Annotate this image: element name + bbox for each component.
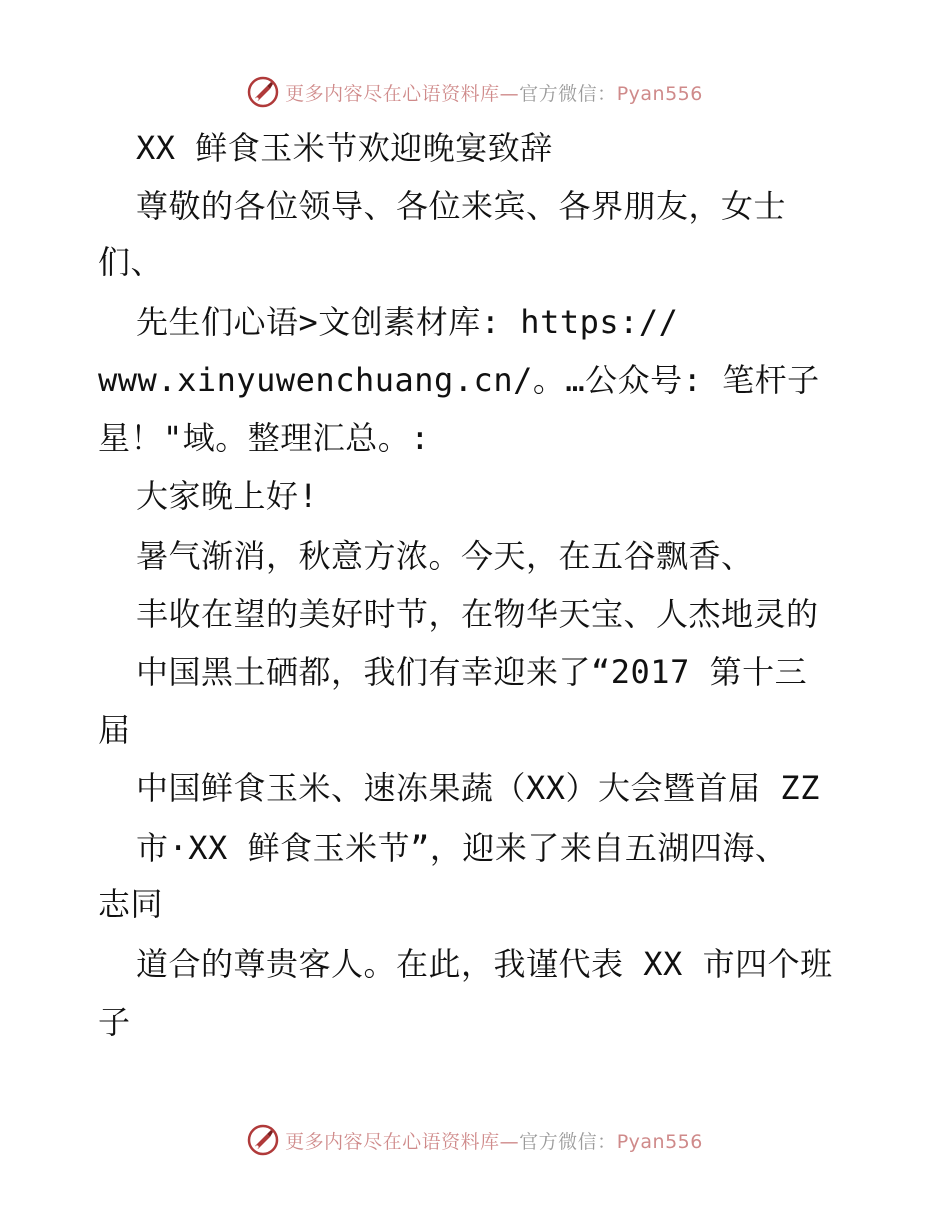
pen-logo-icon — [247, 76, 279, 108]
text-line: 届 — [98, 711, 131, 749]
banner-main-text: 更多内容尽在心语资料库 — [285, 1130, 500, 1153]
text-line: 子 — [98, 1003, 131, 1041]
text-line: 道合的尊贵客人。在此，我谨代表 XX 市四个班 — [136, 945, 833, 983]
text-line: 市·XX 鲜食玉米节”，迎来了来自五湖四海、 — [136, 829, 788, 867]
text-line: 大家晚上好! — [136, 477, 319, 515]
text-line: 星！"域。整理汇总。: — [98, 419, 431, 457]
text-line: 丰收在望的美好时节，在物华天宝、人杰地灵的 — [136, 595, 819, 633]
header-banner-text — [285, 79, 703, 106]
footer-banner — [0, 1120, 950, 1160]
banner-handle: Pyan556 — [616, 82, 703, 105]
text-line: 暑气渐消，秋意方浓。今天，在五谷飘香、 — [136, 537, 754, 575]
footer-banner-content — [247, 1124, 703, 1156]
banner-label: 官方微信： — [519, 82, 617, 105]
banner-handle: Pyan556 — [616, 1130, 703, 1153]
banner-label: 官方微信： — [519, 1130, 617, 1153]
text-line: 中国鲜食玉米、速冻果蔬（XX）大会暨首届 ZZ — [136, 769, 820, 807]
banner-separator: — — [499, 1130, 520, 1153]
text-line: www.xinyuwenchuang.cn/。…公众号: 笔杆子 — [98, 361, 820, 399]
text-line: 志同 — [98, 885, 164, 923]
header-banner — [0, 72, 950, 112]
header-banner-content — [247, 76, 703, 108]
pen-logo-icon — [247, 1124, 279, 1156]
document-title: XX 鲜食玉米节欢迎晚宴致辞 — [136, 129, 553, 167]
text-line: 们、 — [98, 243, 164, 281]
text-line: 尊敬的各位领导、各位来宾、各界朋友，女士 — [136, 187, 787, 225]
text-line: 中国黑土硒都，我们有幸迎来了“2017 第十三 — [136, 653, 808, 691]
banner-main-text: 更多内容尽在心语资料库 — [285, 82, 500, 105]
footer-banner-text — [285, 1127, 703, 1154]
banner-separator: — — [499, 82, 520, 105]
text-line: 先生们心语>文创素材库: https:// — [136, 303, 679, 341]
